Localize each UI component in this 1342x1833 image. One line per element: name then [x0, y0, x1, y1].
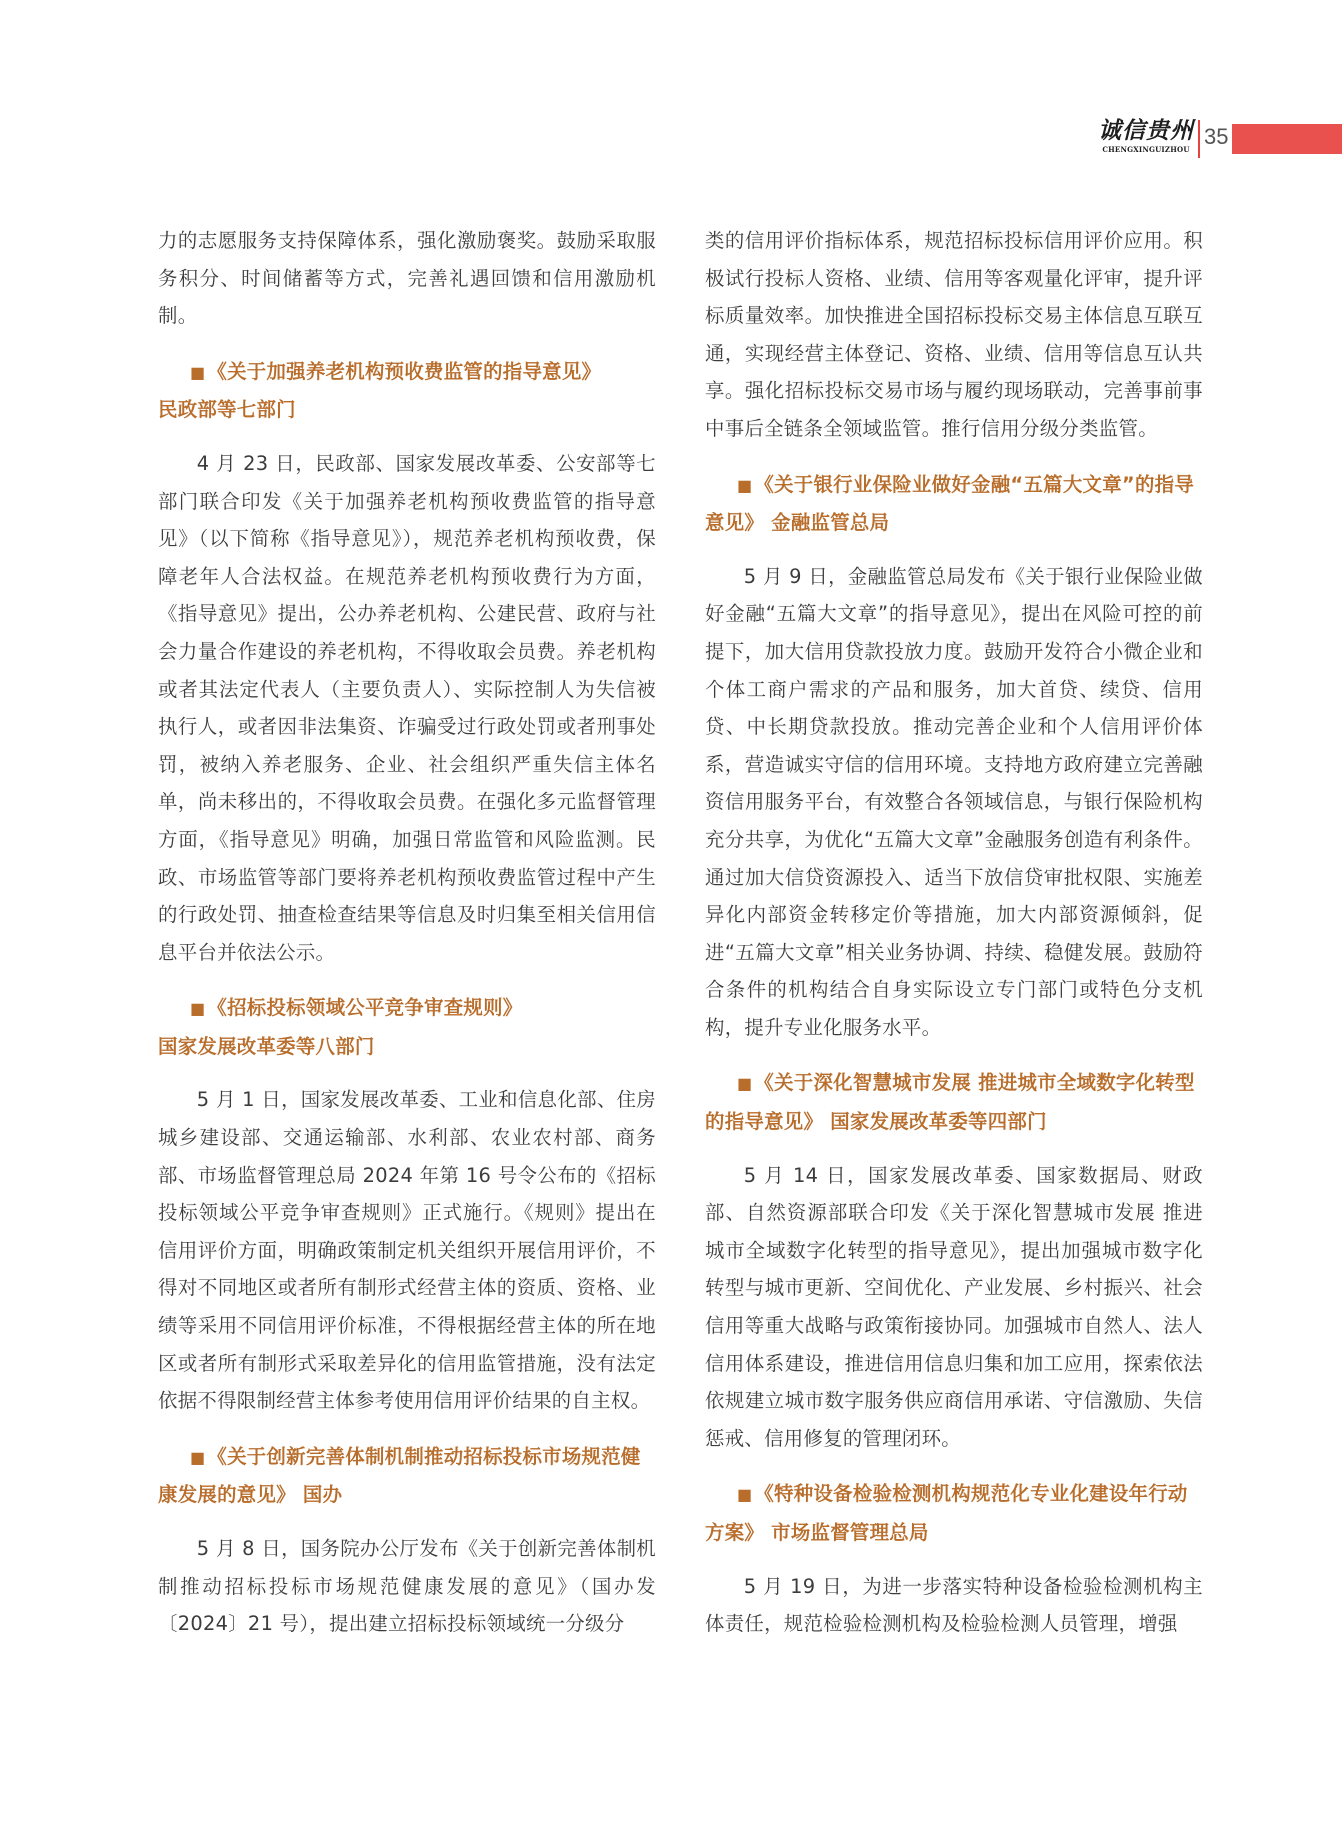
right-column — [705, 222, 1203, 1643]
section-issuer: 民政部等七部门 — [158, 398, 296, 422]
section-body: 4 月 23 日，民政部、国家发展改革委、公安部等七部门联合印发《关于加强养老机构预收费监管的指导意见》（以下简称《指导意见》），规范养老机构预收费，保障老年人合法权益。在规范养老机构预收费行为方面，《指导意见》提出，公办养老机构、公建民营、政府与社会力量合作建设的养老机构，不得收取会员费。养老机构或者其法定代表人（主要负责人）、实际控制人为失信被执行人，或者因非法集资、诈骗受过行政处罚或者刑事处罚，被纳入养老服务、企业、社会组织严重失信主体名单，尚未移出的，不得收取会员费。在强化多元监督管理方面，《指导意见》明确，加强日常监管和风险监测。民政、市场监管等部门要将养老机构预收费监管过程中产生的行政处罚、抽查检查结果等信息及时归集至相关信用信息平台并依法公示。 — [158, 451, 656, 964]
square-bullet-icon: ■ — [737, 475, 753, 495]
section-title: 《招标投标领域公平竞争审查规则》 — [207, 996, 523, 1020]
logo-pinyin: CHENGXINGUIZHOU — [1102, 145, 1190, 154]
header-divider — [1198, 120, 1200, 158]
section-body: 5 月 8 日，国务院办公厅发布《关于创新完善体制机制推动招标投标市场规范健康发展的意见》（国办发〔2024〕21 号），提出建立招标投标领域统一分级分 — [158, 1537, 656, 1636]
section-issuer: 国办 — [302, 1483, 343, 1507]
section-title: 《关于银行业保险业做好金融“五篇大文章”的指导意见》 — [705, 472, 1195, 535]
logo-chinese: 诚信贵州 — [1098, 117, 1194, 144]
left-column — [158, 222, 656, 1643]
page-header — [1090, 118, 1342, 162]
section-heading — [705, 1475, 1203, 1551]
page-number: 35 — [1204, 124, 1229, 149]
section-body: 5 月 1 日，国家发展改革委、工业和信息化部、住房城乡建设部、交通运输部、水利部、农业农村部、商务部、市场监督管理总局 2024 年第 16 号令公布的《招标投标领域公平竞争审查规则》正式施行。《规则》提出在信用评价方面，明确政策制定机关组织开展信用评价，不得对不同地区或者所有制形式经营主体的资质、资格、业绩等采用不同信用评价标准，不得根据经营主体的所在地区或者所有制形式采取差异化的信用监管措施，没有法定依据不得限制经营主体参考使用信用评价结果的自主权。 — [158, 1088, 656, 1413]
section-body: 5 月 14 日，国家发展改革委、国家数据局、财政部、自然资源部联合印发《关于深化智慧城市发展 推进城市全域数字化转型的指导意见》，提出加强城市数字化转型与城市更新、空间优化、产业发展、乡村振兴、社会信用等重大战略与政策衔接协同。加强城市自然人、法人信用体系建设，推进信用信息归集和加工应用，探索依法依规建立城市数字服务供应商信用承诺、守信激励、失信惩戒、信用修复的管理闭环。 — [705, 1163, 1203, 1450]
square-bullet-icon: ■ — [190, 1447, 206, 1467]
section-title: 《特种设备检验检测机构规范化专业化建设年行动方案》 — [705, 1482, 1188, 1544]
section-heading — [158, 353, 656, 429]
square-bullet-icon: ■ — [190, 362, 206, 382]
square-bullet-icon: ■ — [737, 1074, 753, 1094]
section-issuer: 国家发展改革委等四部门 — [830, 1110, 1047, 1134]
section-issuer: 金融监管总局 — [771, 511, 890, 535]
section-title: 《关于加强养老机构预收费监管的指导意见》 — [207, 359, 602, 383]
square-bullet-icon: ■ — [190, 999, 206, 1019]
section-title: 《关于深化智慧城市发展 推进城市全域数字化转型的指导意见》 — [705, 1071, 1195, 1134]
section-heading — [158, 989, 656, 1065]
section-issuer: 市场监督管理总局 — [771, 1521, 929, 1544]
section-heading — [705, 466, 1203, 542]
square-bullet-icon: ■ — [737, 1485, 753, 1505]
section-body: 5 月 19 日，为进一步落实特种设备检验检测机构主体责任，规范检验检测机构及检验检测人员管理，增强 — [705, 1574, 1203, 1636]
continued-paragraph: 力的志愿服务支持保障体系，强化激励褒奖。鼓励采取服务积分、时间储蓄等方式，完善礼遇回馈和信用激励机制。 — [158, 229, 656, 328]
section-heading — [705, 1064, 1203, 1140]
section-heading — [158, 1438, 656, 1514]
section-body: 5 月 9 日，金融监管总局发布《关于银行业保险业做好金融“五篇大文章”的指导意见》，提出在风险可控的前提下，加大信用贷款投放力度。鼓励开发符合小微企业和个体工商户需求的产品和服务，加大首贷、续贷、信用贷、中长期贷款投放。推动完善企业和个人信用评价体系，营造诚实守信的信用环境。支持地方政府建立完善融资信用服务平台，有效整合各领域信息，与银行保险机构充分共享，为优化“五篇大文章”金融服务创造有利条件。通过加大信贷资源投入、适当下放信贷审批权限、实施差异化内部资金转移定价等措施，加大内部资源倾斜，促进“五篇大文章”相关业务协调、持续、稳健发展。鼓励符合条件的机构结合自身实际设立专门部门或特色分支机构，提升专业化服务水平。 — [705, 564, 1203, 1039]
magazine-logo — [1096, 118, 1196, 162]
section-issuer: 国家发展改革委等八部门 — [158, 1034, 375, 1058]
header-accent-bar — [1232, 124, 1342, 154]
section-title: 《关于创新完善体制机制推动招标投标市场规范健康发展的意见》 — [158, 1444, 641, 1507]
continued-paragraph: 类的信用评价指标体系，规范招标投标信用评价应用。积极试行投标人资格、业绩、信用等客观量化评审，提升评标质量效率。加快推进全国招标投标交易主体信息互联互通，实现经营主体登记、资格、业绩、信用等信息互认共享。强化招标投标交易市场与履约现场联动，完善事前事中事后全链条全领域监管。推行信用分级分类监管。 — [705, 229, 1203, 440]
